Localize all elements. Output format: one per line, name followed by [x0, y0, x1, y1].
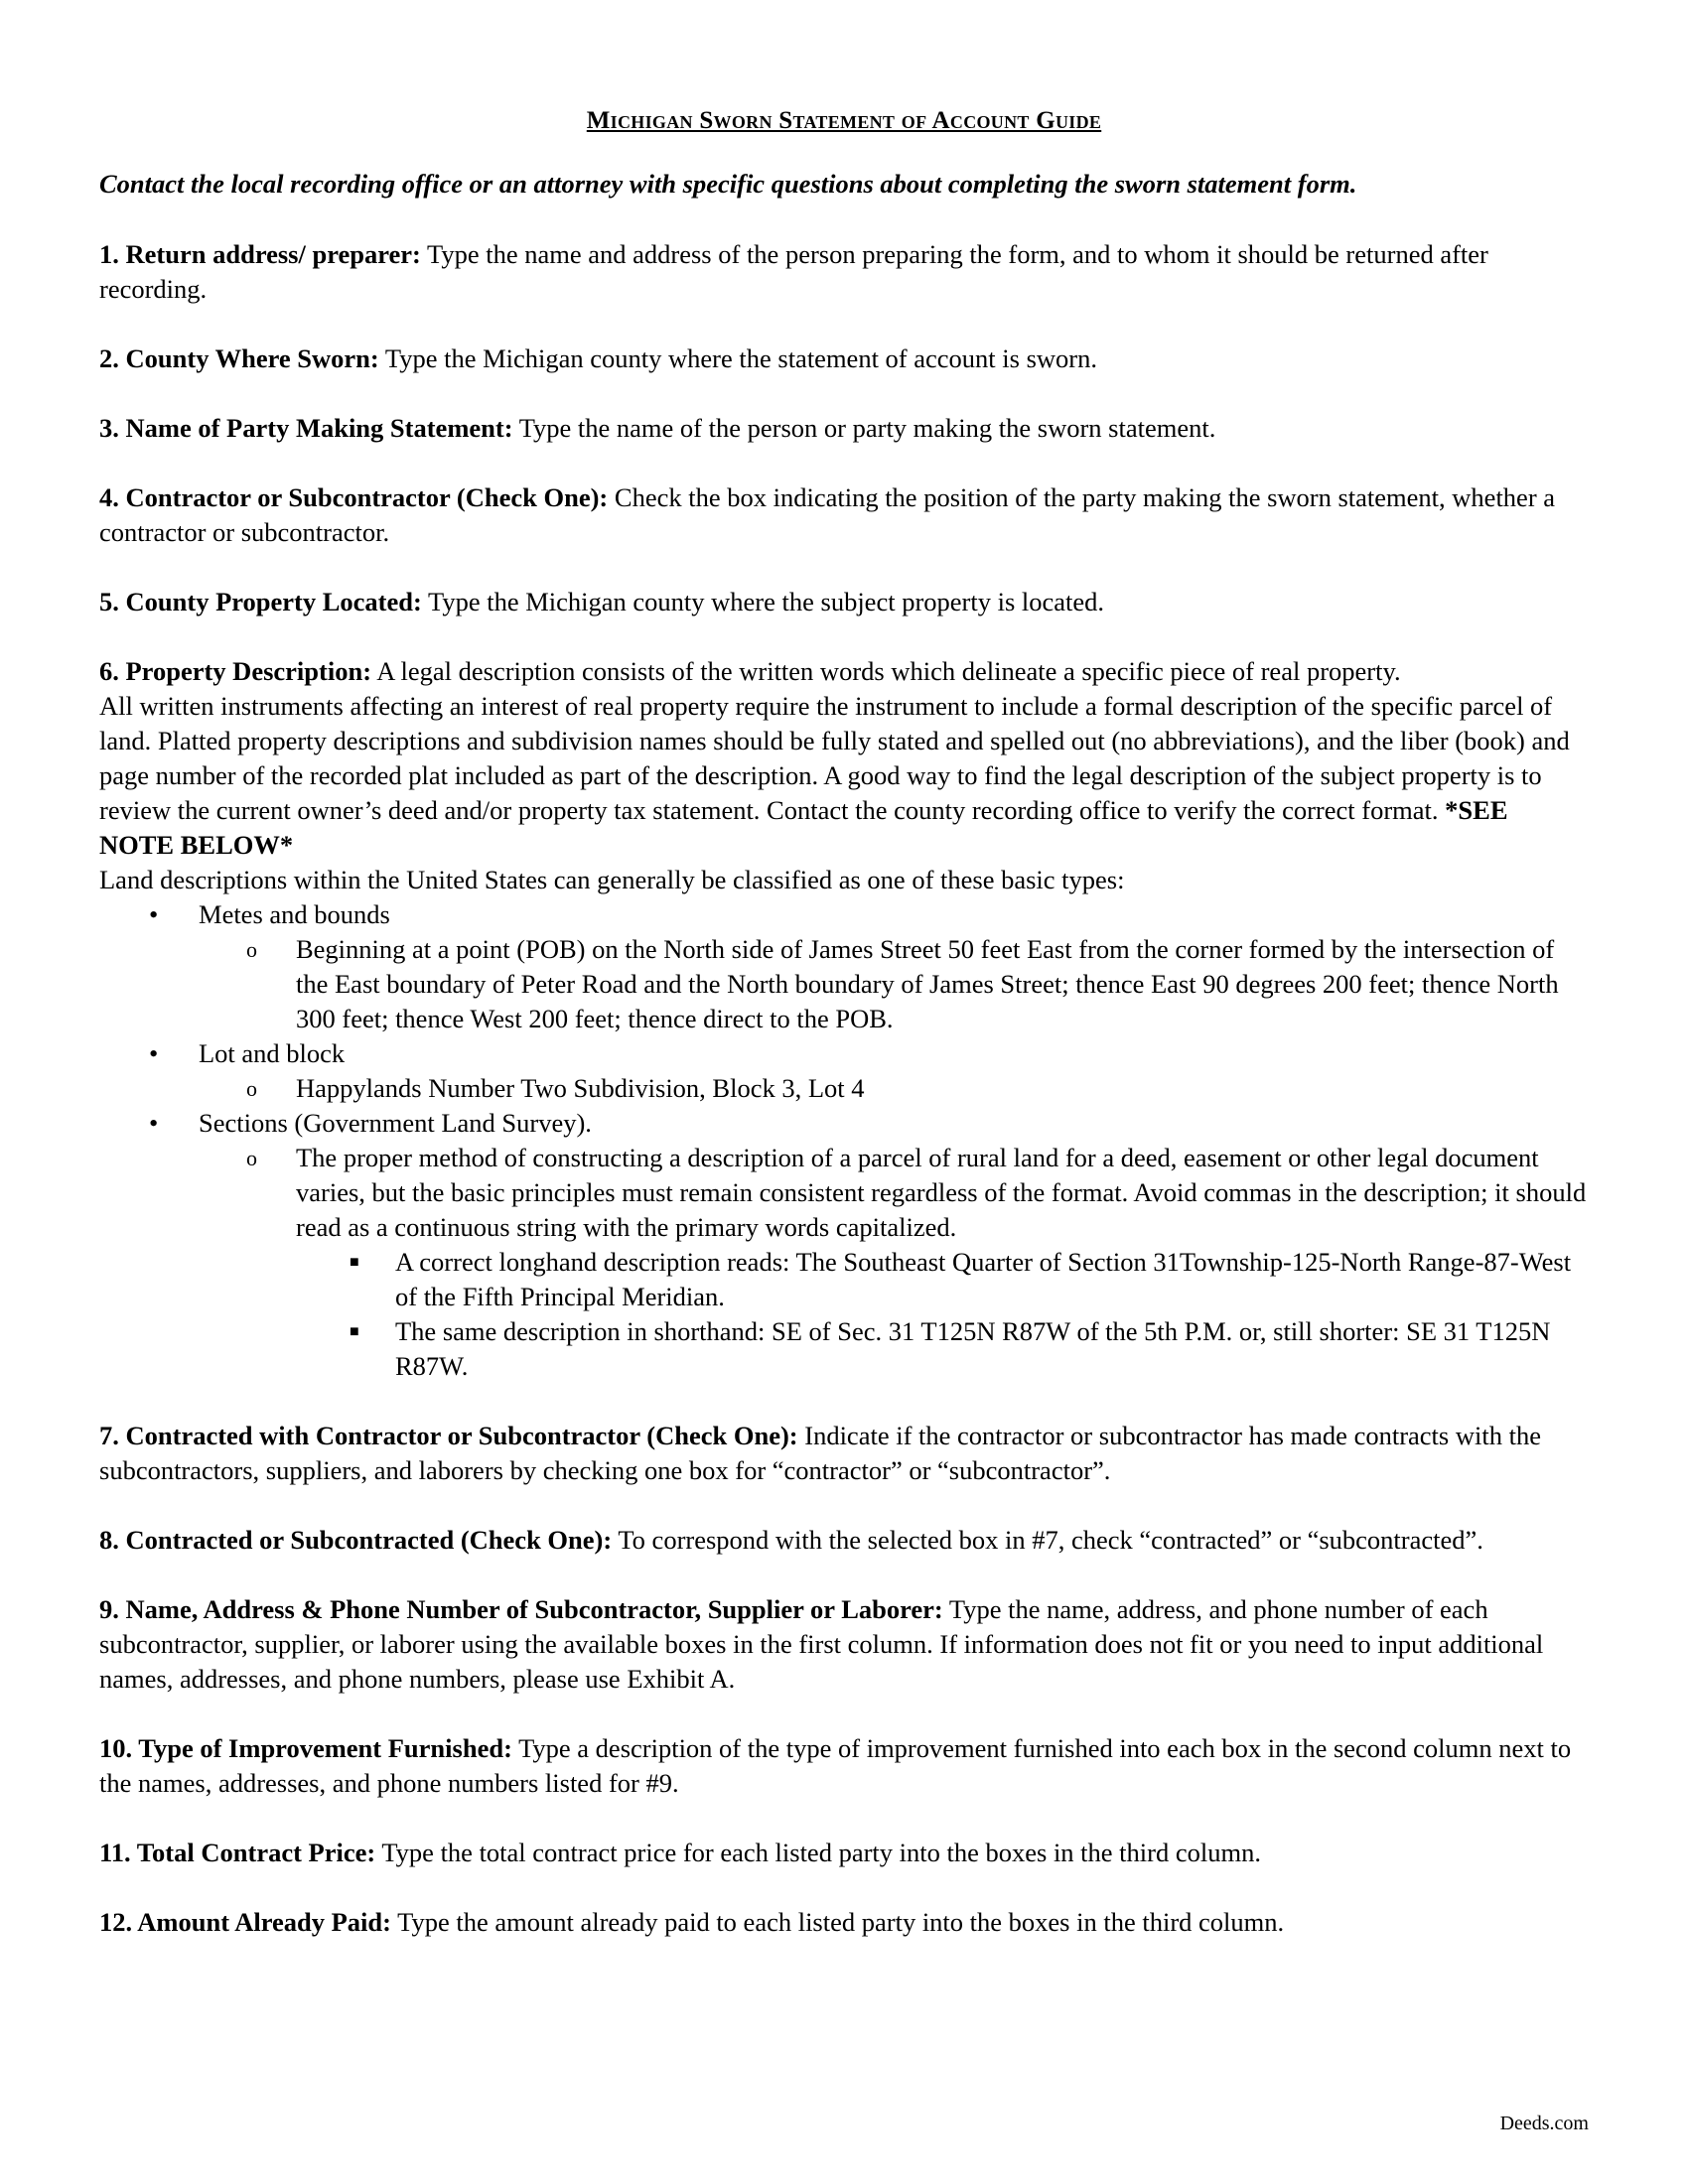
item-3: [99, 411, 1589, 446]
item-label: 3. Name of Party Making Statement:: [99, 413, 513, 443]
item-label: 11. Total Contract Price:: [99, 1838, 376, 1867]
type-sections: Sections (Government Land Survey).: [199, 1108, 592, 1138]
circle-bullet-icon: o: [246, 937, 257, 962]
sections-example: The proper method of constructing a description of a parcel of rural land for a deed, easement or other legal document varies, but the basic principles must remain consistent regardless of the format. Avoid commas in the description; it should read as a continuous string with the primary words capitalized.: [296, 1143, 1587, 1242]
item-label: 2. County Where Sworn:: [99, 343, 379, 373]
item-2: [99, 341, 1589, 376]
document-page: [99, 107, 1589, 1975]
item-text: Indicate if the contractor or subcontractor has made contracts with the subcontractors, suppliers, and laborers by checking one box for “contractor” or “subcontractor”.: [99, 1421, 1541, 1485]
item-text: Type the name and address of the person preparing the form, and to whom it should be returned after recording.: [99, 239, 1488, 304]
item-text: Type the total contract price for each listed party into the boxes in the third column.: [375, 1838, 1261, 1867]
item-text: A legal description consists of the written words which delineate a specific piece of real property.: [371, 656, 1401, 686]
item-text: To correspond with the selected box in #7, check “contracted” or “subcontracted”.: [612, 1525, 1483, 1555]
item-label: 10. Type of Improvement Furnished:: [99, 1733, 512, 1763]
item-text: Type a description of the type of improvement furnished into each box in the second column next to the names, addresses, and phone numbers listed for #9.: [99, 1733, 1572, 1798]
item-8: [99, 1523, 1589, 1558]
item-4: [99, 480, 1589, 550]
list-item: [99, 1106, 1589, 1384]
item-label: 7. Contracted with Contractor or Subcontractor (Check One):: [99, 1421, 798, 1450]
longhand-example: A correct longhand description reads: The Southeast Quarter of Section 31Township-125-North Range-87-West of the Fifth Principal Meridian.: [395, 1247, 1572, 1311]
item-10: [99, 1731, 1589, 1801]
item-text: Type the Michigan county where the statement of account is sworn.: [378, 343, 1097, 373]
type-metes: Metes and bounds: [199, 899, 390, 929]
types-intro: Land descriptions within the United States can generally be classified as one of these basic types:: [99, 865, 1125, 894]
item-label: 4. Contractor or Subcontractor (Check One):: [99, 482, 609, 512]
type-lot: Lot and block: [199, 1038, 346, 1068]
bullet-icon: •: [149, 1108, 159, 1138]
list-item: [99, 1245, 1589, 1314]
footer-brand: Deeds.com: [1499, 2113, 1589, 2134]
item-11: [99, 1836, 1589, 1870]
item-label: 9. Name, Address & Phone Number of Subcontractor, Supplier or Laborer:: [99, 1594, 943, 1624]
lot-example: Happylands Number Two Subdivision, Block 3, Lot 4: [296, 1073, 865, 1103]
item-6: [99, 654, 1589, 1384]
item-7: [99, 1419, 1589, 1488]
list-item: [99, 1036, 1589, 1106]
bullet-icon: •: [149, 1038, 159, 1068]
item-text: Check the box indicating the position of the party making the sworn statement, whether a contractor or subcontractor.: [99, 482, 1556, 547]
item-label: 5. County Property Located:: [99, 587, 422, 616]
square-bullet-icon: ■: [350, 1254, 359, 1271]
item-12: [99, 1905, 1589, 1940]
list-item: [99, 1141, 1589, 1384]
see-note: *SEE NOTE BELOW*: [99, 795, 1508, 860]
item-1: [99, 237, 1589, 307]
intro-note: Contact the local recording office or an attorney with specific questions about completing the sworn statement form.: [99, 169, 1357, 199]
item-text: Type the name, address, and phone number of each subcontractor, supplier, or laborer using the available boxes in the first column. If information does not fit or you need to input additional names, addresses, and phone numbers, please use Exhibit A.: [99, 1594, 1544, 1694]
list-item: [99, 897, 1589, 1036]
item-text: Type the amount already paid to each listed party into the boxes in the third column.: [390, 1907, 1285, 1937]
item-9: [99, 1592, 1589, 1697]
item-label: 12. Amount Already Paid:: [99, 1907, 391, 1937]
list-item: [99, 1314, 1589, 1384]
bullet-icon: •: [149, 899, 159, 929]
item-label: 6. Property Description:: [99, 656, 372, 686]
item-label: 1. Return address/ preparer:: [99, 239, 421, 269]
circle-bullet-icon: o: [246, 1076, 257, 1101]
circle-bullet-icon: o: [246, 1146, 257, 1170]
page-title: Michigan Sworn Statement of Account Guide: [586, 107, 1102, 134]
item-text: Type the name of the person or party making the sworn statement.: [512, 413, 1216, 443]
item-text: Type the Michigan county where the subject property is located.: [421, 587, 1105, 616]
square-bullet-icon: ■: [350, 1323, 359, 1340]
metes-example: Beginning at a point (POB) on the North side of James Street 50 feet East from the corner formed by the intersection of the East boundary of Peter Road and the North boundary of James Street; thence East 90 degrees 200 feet; thence North 300 feet; thence West 200 feet; thence direct to the POB.: [296, 934, 1559, 1033]
description-types-list: [99, 897, 1589, 1384]
list-item: [99, 1071, 1589, 1106]
description-paragraph: All written instruments affecting an interest of real property require the instrument to include a formal description of the specific parcel of land. Platted property descriptions and subdivision names should be fully stated and spelled out (no abbreviations), and the liber (book) and page number of the recorded plat included as part of the description. A good way to find the legal description of the subject property is to review the current owner’s deed and/or property tax statement. Contact the county recording office to verify the correct format.: [99, 691, 1570, 825]
item-5: [99, 585, 1589, 619]
shorthand-example: The same description in shorthand: SE of Sec. 31 T125N R87W of the 5th P.M. or, still shorter: SE 31 T125N R87W.: [395, 1316, 1551, 1381]
list-item: [99, 932, 1589, 1036]
item-label: 8. Contracted or Subcontracted (Check One):: [99, 1525, 613, 1555]
